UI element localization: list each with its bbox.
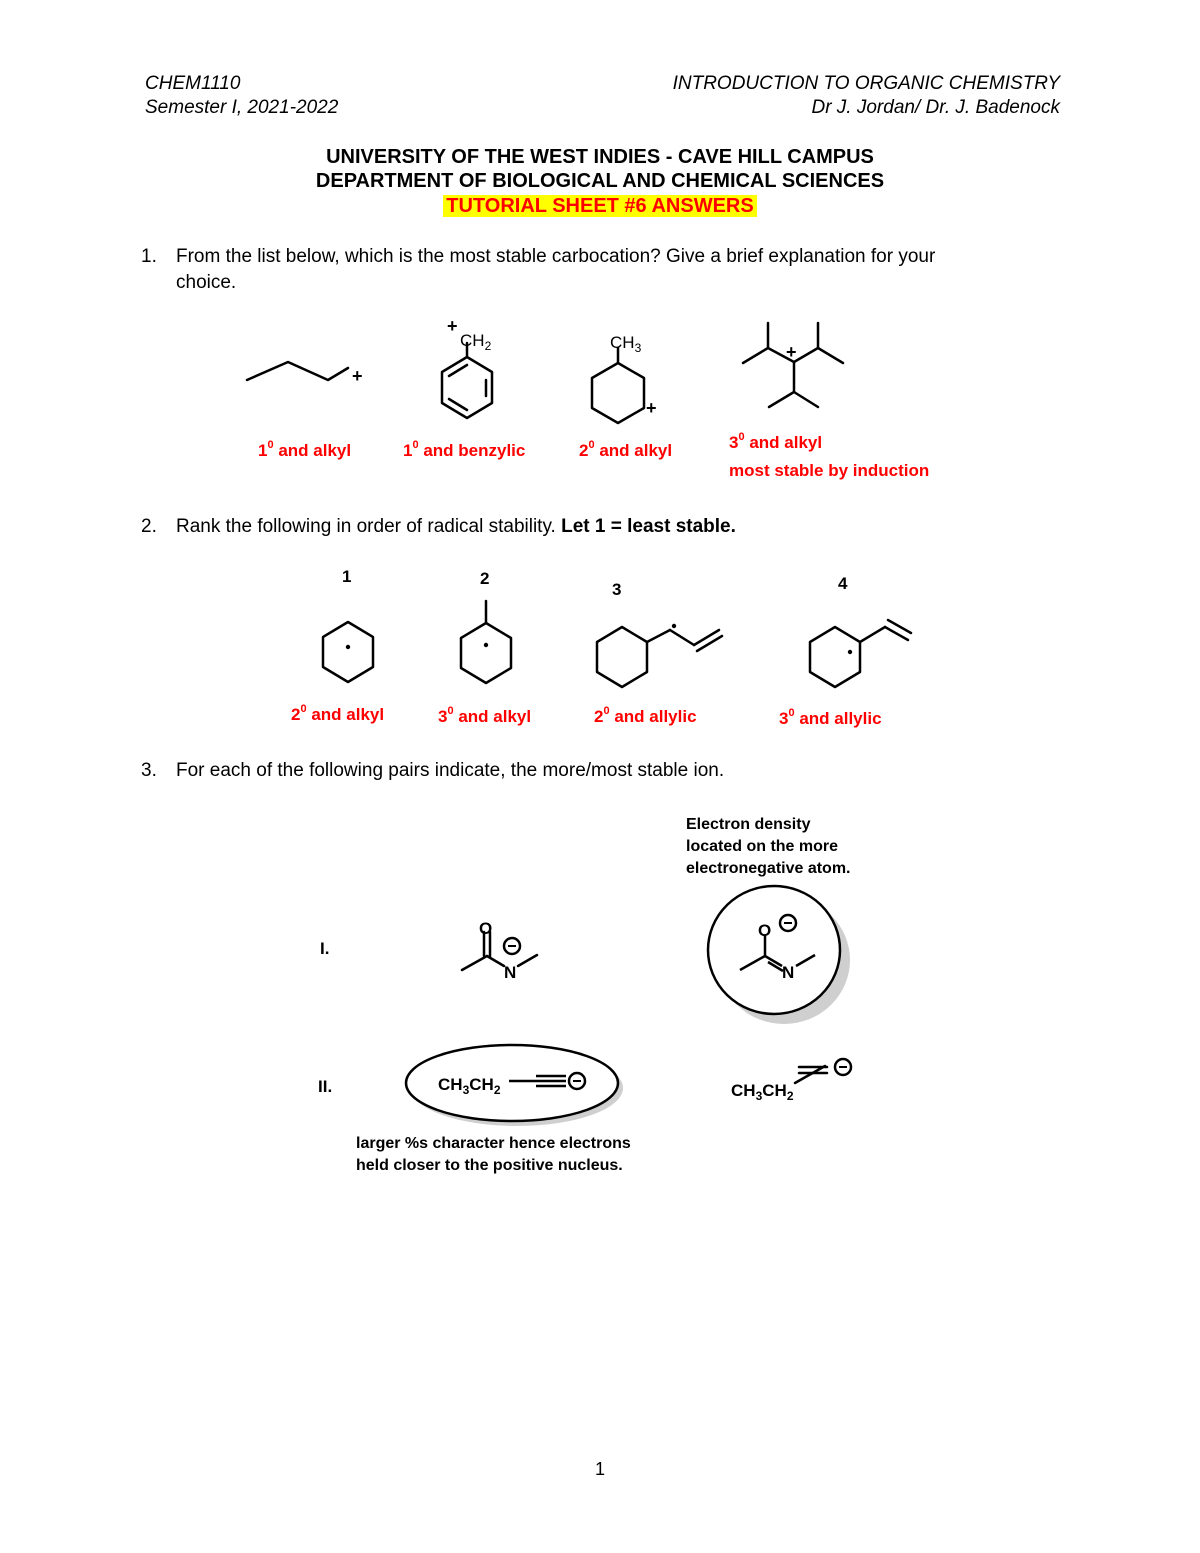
answer-label-2a: $2^0$ and alkyl xyxy=(291,703,385,724)
answer-label-2c: $2^0$ and allylic xyxy=(594,705,697,726)
nitrogen-atom: N xyxy=(782,963,795,982)
question-2-number: 2. xyxy=(141,516,157,537)
answer-label-2b: $3^0$ and alkyl xyxy=(438,705,532,726)
note-electron-density-3: electronegative atom. xyxy=(686,860,851,877)
butyl-chain xyxy=(247,362,348,380)
question-1-text-line2: choice. xyxy=(176,272,237,293)
note-electron-density-1: Electron density xyxy=(686,816,811,833)
plus-charge: + xyxy=(352,366,363,386)
oxygen-atom: O xyxy=(479,919,493,938)
course-title: INTRODUCTION TO ORGANIC CHEMISTRY xyxy=(672,73,1060,94)
question-2-text: Rank the following in order of radical stability. xyxy=(176,516,562,537)
answer-label-2d: $3^0$ and allylic xyxy=(779,707,882,728)
question-2-instruction: Let 1 = least stable. xyxy=(561,516,736,537)
ch3-label: $CH_3$ xyxy=(610,333,642,355)
note-s-character-1: larger %s character hence electrons xyxy=(356,1135,631,1152)
semester: Semester I, 2021-2022 xyxy=(145,97,339,118)
page-number: 1 xyxy=(594,1459,605,1479)
sheet-title-text: TUTORIAL SHEET #6 ANSWERS xyxy=(443,195,756,217)
note-electron-density-2: located on the more xyxy=(686,838,839,855)
plus-charge: + xyxy=(447,316,458,336)
cyclohexyl-radical-ring xyxy=(323,622,373,682)
rank-3: 3 xyxy=(612,580,622,599)
course-code: CHEM1110 xyxy=(145,73,241,94)
methylcyclohexyl-radical-ring xyxy=(461,623,511,683)
question-3-text: For each of the following pairs indicate, the more/most stable ion. xyxy=(176,760,725,781)
answer-label-1a: $1^0$ and alkyl xyxy=(258,439,352,460)
radical-dot xyxy=(346,645,350,649)
cyclohexane-ring-q1c xyxy=(592,363,644,423)
rank-1: 1 xyxy=(342,567,352,586)
answer-label-1c: $2^0$ and alkyl xyxy=(579,439,673,460)
university-title: UNIVERSITY OF THE WEST INDIES - CAVE HILL CAMPUS xyxy=(326,146,874,168)
answer-label-1b: $1^0$ and benzylic xyxy=(403,439,526,460)
rank-2: 2 xyxy=(480,569,490,588)
answer-label-1d: $3^0$ and alkyl xyxy=(729,431,823,452)
pair-ii-label: II. xyxy=(318,1077,333,1096)
most-stable-circle-i xyxy=(708,886,840,1014)
radical-dot xyxy=(672,624,676,628)
question-1-number: 1. xyxy=(141,246,157,267)
radical-dot xyxy=(848,650,852,654)
rank-4: 4 xyxy=(838,574,848,593)
ch2-label: $CH_2$ xyxy=(460,331,492,353)
vinylcyclohexyl-radical-ring xyxy=(810,627,860,687)
cyclohexylallyl-radical-ring xyxy=(597,627,647,687)
pair-i-label: I. xyxy=(320,939,330,958)
alkynyl-formula: $CH_3CH_2$ xyxy=(438,1075,501,1097)
oxygen-atom: O xyxy=(758,921,772,940)
vinyl-formula: $CH_3CH_2$ xyxy=(731,1081,794,1103)
nitrogen-atom: N xyxy=(504,963,517,982)
answer-note-1d: most stable by induction xyxy=(729,461,930,480)
plus-charge: + xyxy=(786,342,797,362)
question-3-number: 3. xyxy=(141,760,157,781)
question-1-text-line1: From the list below, which is the most stable carbocation? Give a brief explanation for your xyxy=(176,246,936,267)
lecturers: Dr J. Jordan/ Dr. J. Badenock xyxy=(811,97,1060,118)
radical-dot xyxy=(484,643,488,647)
plus-charge: + xyxy=(646,398,657,418)
department-title: DEPARTMENT OF BIOLOGICAL AND CHEMICAL SCIENCES xyxy=(315,170,885,192)
note-s-character-2: held closer to the positive nucleus. xyxy=(356,1157,623,1174)
